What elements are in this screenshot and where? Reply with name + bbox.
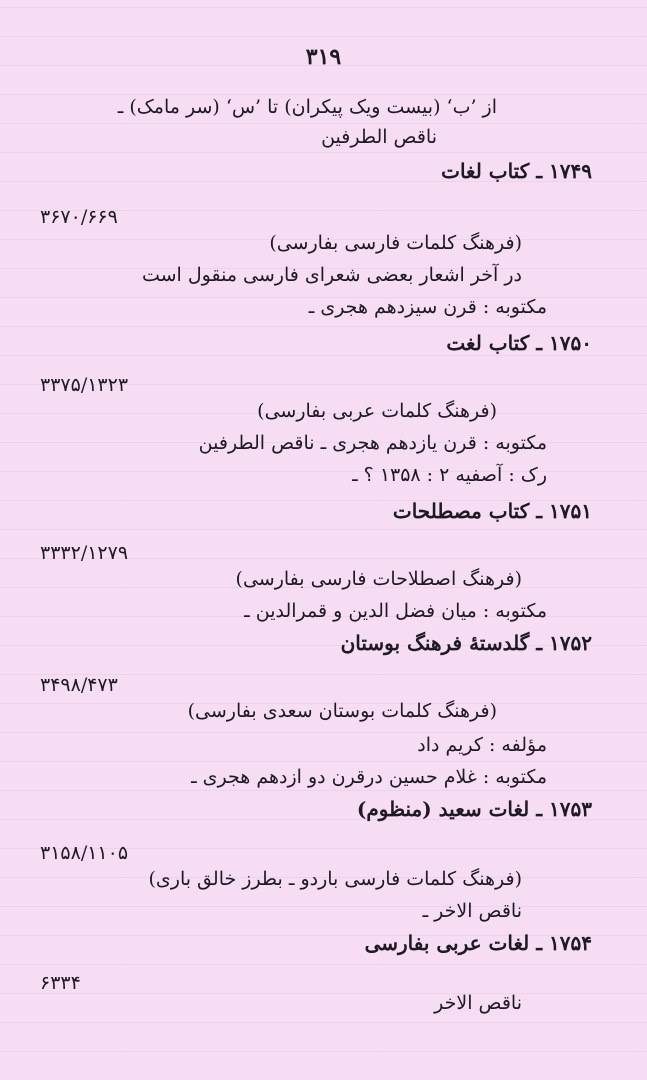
page-number: ۳۱۹ (305, 44, 342, 70)
entry-number: ۱۷۵۰ (549, 331, 592, 355)
entry-heading: ۱۷۴۹ ـ کتاب لغات (441, 159, 592, 183)
entry-number: ۱۷۵۳ (549, 797, 592, 821)
entry-title: لغات سعید (منظوم) (356, 797, 530, 821)
entry-number: ۱۷۴۹ (549, 159, 592, 183)
entry-code: ۶۳۳۴ (40, 972, 81, 994)
entry-number: ۱۷۵۲ (549, 631, 592, 655)
entry-line: در آخر اشعار بعضی شعرای فارسی منقول است (141, 264, 522, 286)
entry-line: مکتوبه : قرن یازدهم هجری ـ ناقص الطرفین (198, 432, 547, 454)
entry-heading: ۱۷۵۳ ـ لغات سعید (منظوم) (356, 797, 592, 821)
entry-code: ۳۴۹۸/۴۷۳ (40, 674, 118, 696)
entry-title: کتاب لغت (446, 331, 530, 355)
entry-title: کتاب مصطلحات (392, 499, 530, 523)
entry-code: ۳۱۵۸/۱۱۰۵ (40, 842, 129, 864)
entry-line: مکتوبه : میان فضل الدین و قمرالدین ـ (244, 600, 547, 622)
entry-line: (فرهنگ کلمات فارسی بفارسی) (269, 232, 522, 254)
entry-title: کتاب لغات (441, 159, 530, 183)
entry-number: ۱۷۵۱ (549, 499, 592, 523)
entry-code: ۳۶۷۰/۶۶۹ (40, 206, 118, 228)
entry-heading: ۱۷۵۴ ـ لغات عربی بفارسی (364, 931, 592, 955)
entry-line: ناقص الاخر (434, 992, 522, 1014)
entry-title: گلدستهٔ فرهنگ بوستان (340, 631, 530, 655)
entry-title: لغات عربی بفارسی (364, 931, 530, 955)
header-line: ناقص الطرفین (321, 126, 437, 148)
entry-line: (فرهنگ کلمات عربی بفارسی) (257, 400, 497, 422)
entry-line: رک : آصفیه ۲ : ۱۳۵۸ ؟ ـ (352, 464, 547, 486)
entry-heading: ۱۷۵۰ ـ کتاب لغت (446, 331, 592, 355)
entry-line: (فرهنگ کلمات فارسی باردو ـ بطرز خالق باری) (148, 868, 522, 890)
entry-number: ۱۷۵۴ (549, 931, 592, 955)
entry-code: ۳۳۷۵/۱۳۲۳ (40, 374, 129, 396)
entry-line: مکتوبه : قرن سیزدهم هجری ـ (308, 296, 547, 318)
entry-code: ۳۳۳۲/۱۲۷۹ (40, 542, 129, 564)
entry-line: ناقص الاخر ـ (422, 900, 522, 922)
entry-line: مکتوبه : غلام حسین درقرن دو ازدهم هجری ـ (191, 766, 547, 788)
entry-heading: ۱۷۵۲ ـ گلدستهٔ فرهنگ بوستان (340, 631, 592, 655)
header-line: از ’ب‘ (بیست ویک پیکران) تا ’س‘ (سر مامک) ـ (117, 96, 497, 118)
entry-heading: ۱۷۵۱ ـ کتاب مصطلحات (392, 499, 592, 523)
entry-line: مؤلفه : کریم داد (417, 734, 547, 756)
entry-line: (فرهنگ اصطلاحات فارسی بفارسی) (235, 568, 522, 590)
entry-line: (فرهنگ کلمات بوستان سعدی بفارسی) (187, 700, 497, 722)
